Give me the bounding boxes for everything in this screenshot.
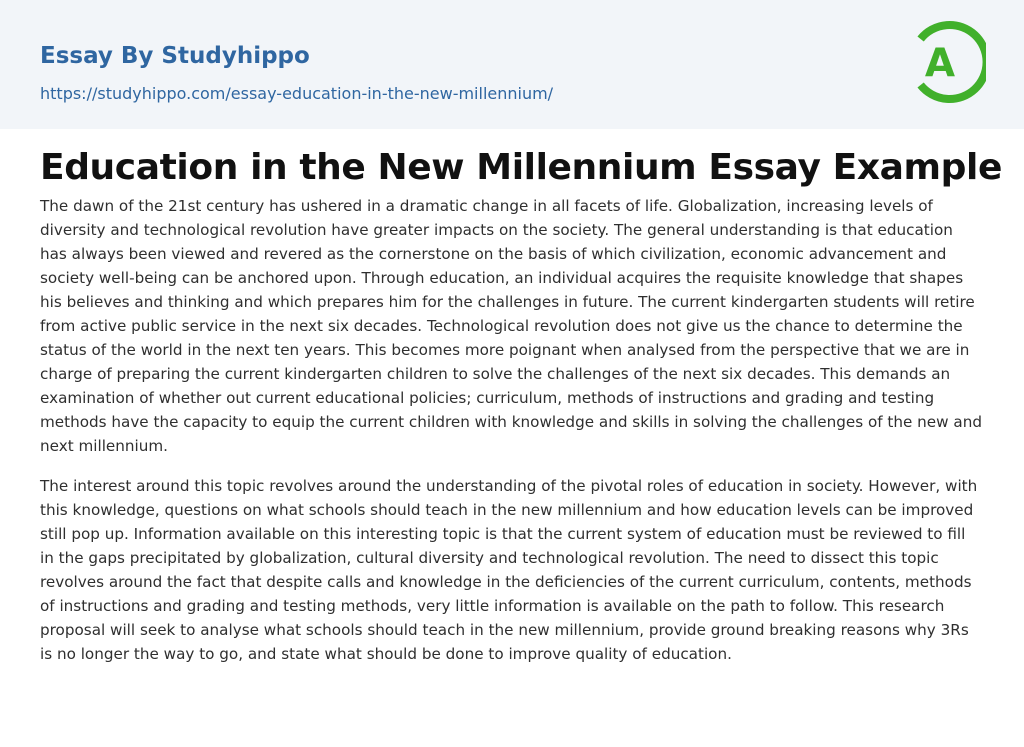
essay-paragraph-2: The interest around this topic revolves around the understanding of the pivotal roles of education in society. However, with this knowledge, questions on what schools should teach in the new millennium and how education levels can be improved still pop up. Information available on this interesting topic is that the current system of education must be reviewed to fill in the gaps precipitated by globalization, cultural diversity and technological revolution. The need to dissect this topic revolves around the fact that despite calls and knowledge in the deficiencies of the current curriculum, contents, methods of instructions and grading and testing methods, very little information is available on the path to follow. This research proposal will seek to analyse what schools should teach in the new millennium, provide ground breaking reasons why 3Rs is no longer the way to go, and state what should be done to improve quality of education. — [40, 477, 978, 663]
essay-body — [40, 194, 984, 682]
essay-url-link[interactable]: https://studyhippo.com/essay-education-in-the-new-millennium/ — [40, 84, 554, 103]
page-title: Education in the New Millennium Essay Example — [40, 147, 1002, 188]
site-brand[interactable]: Essay By Studyhippo — [40, 43, 310, 69]
essay-paragraph-1: The dawn of the 21st century has ushered in a dramatic change in all facets of life. Globalization, increasing levels of diversity and technological revolution have greater impacts on the society. The general understanding is that education has always been viewed and revered as the cornerstone on the basis of which civilization, economic advancement and society well-being can be anchored upon. Through education, an individual acquires the requisite knowledge that shapes his believes and thinking and which prepares him for the challenges in future. The current kindergarten students will retire from active public service in the next six decades. Technological revolution does not give us the chance to determine the status of the world in the next ten years. This becomes more poignant when analysed from the perspective that we are in charge of preparing the current kindergarten children to solve the challenges of the next six decades. This demands an examination of whether out current educational policies; curriculum, methods of instructions and grading and testing methods have the capacity to equip the current children with knowledge and skills in solving the challenges of the new and next millennium. — [40, 197, 982, 455]
logo-letter: A — [924, 41, 956, 86]
